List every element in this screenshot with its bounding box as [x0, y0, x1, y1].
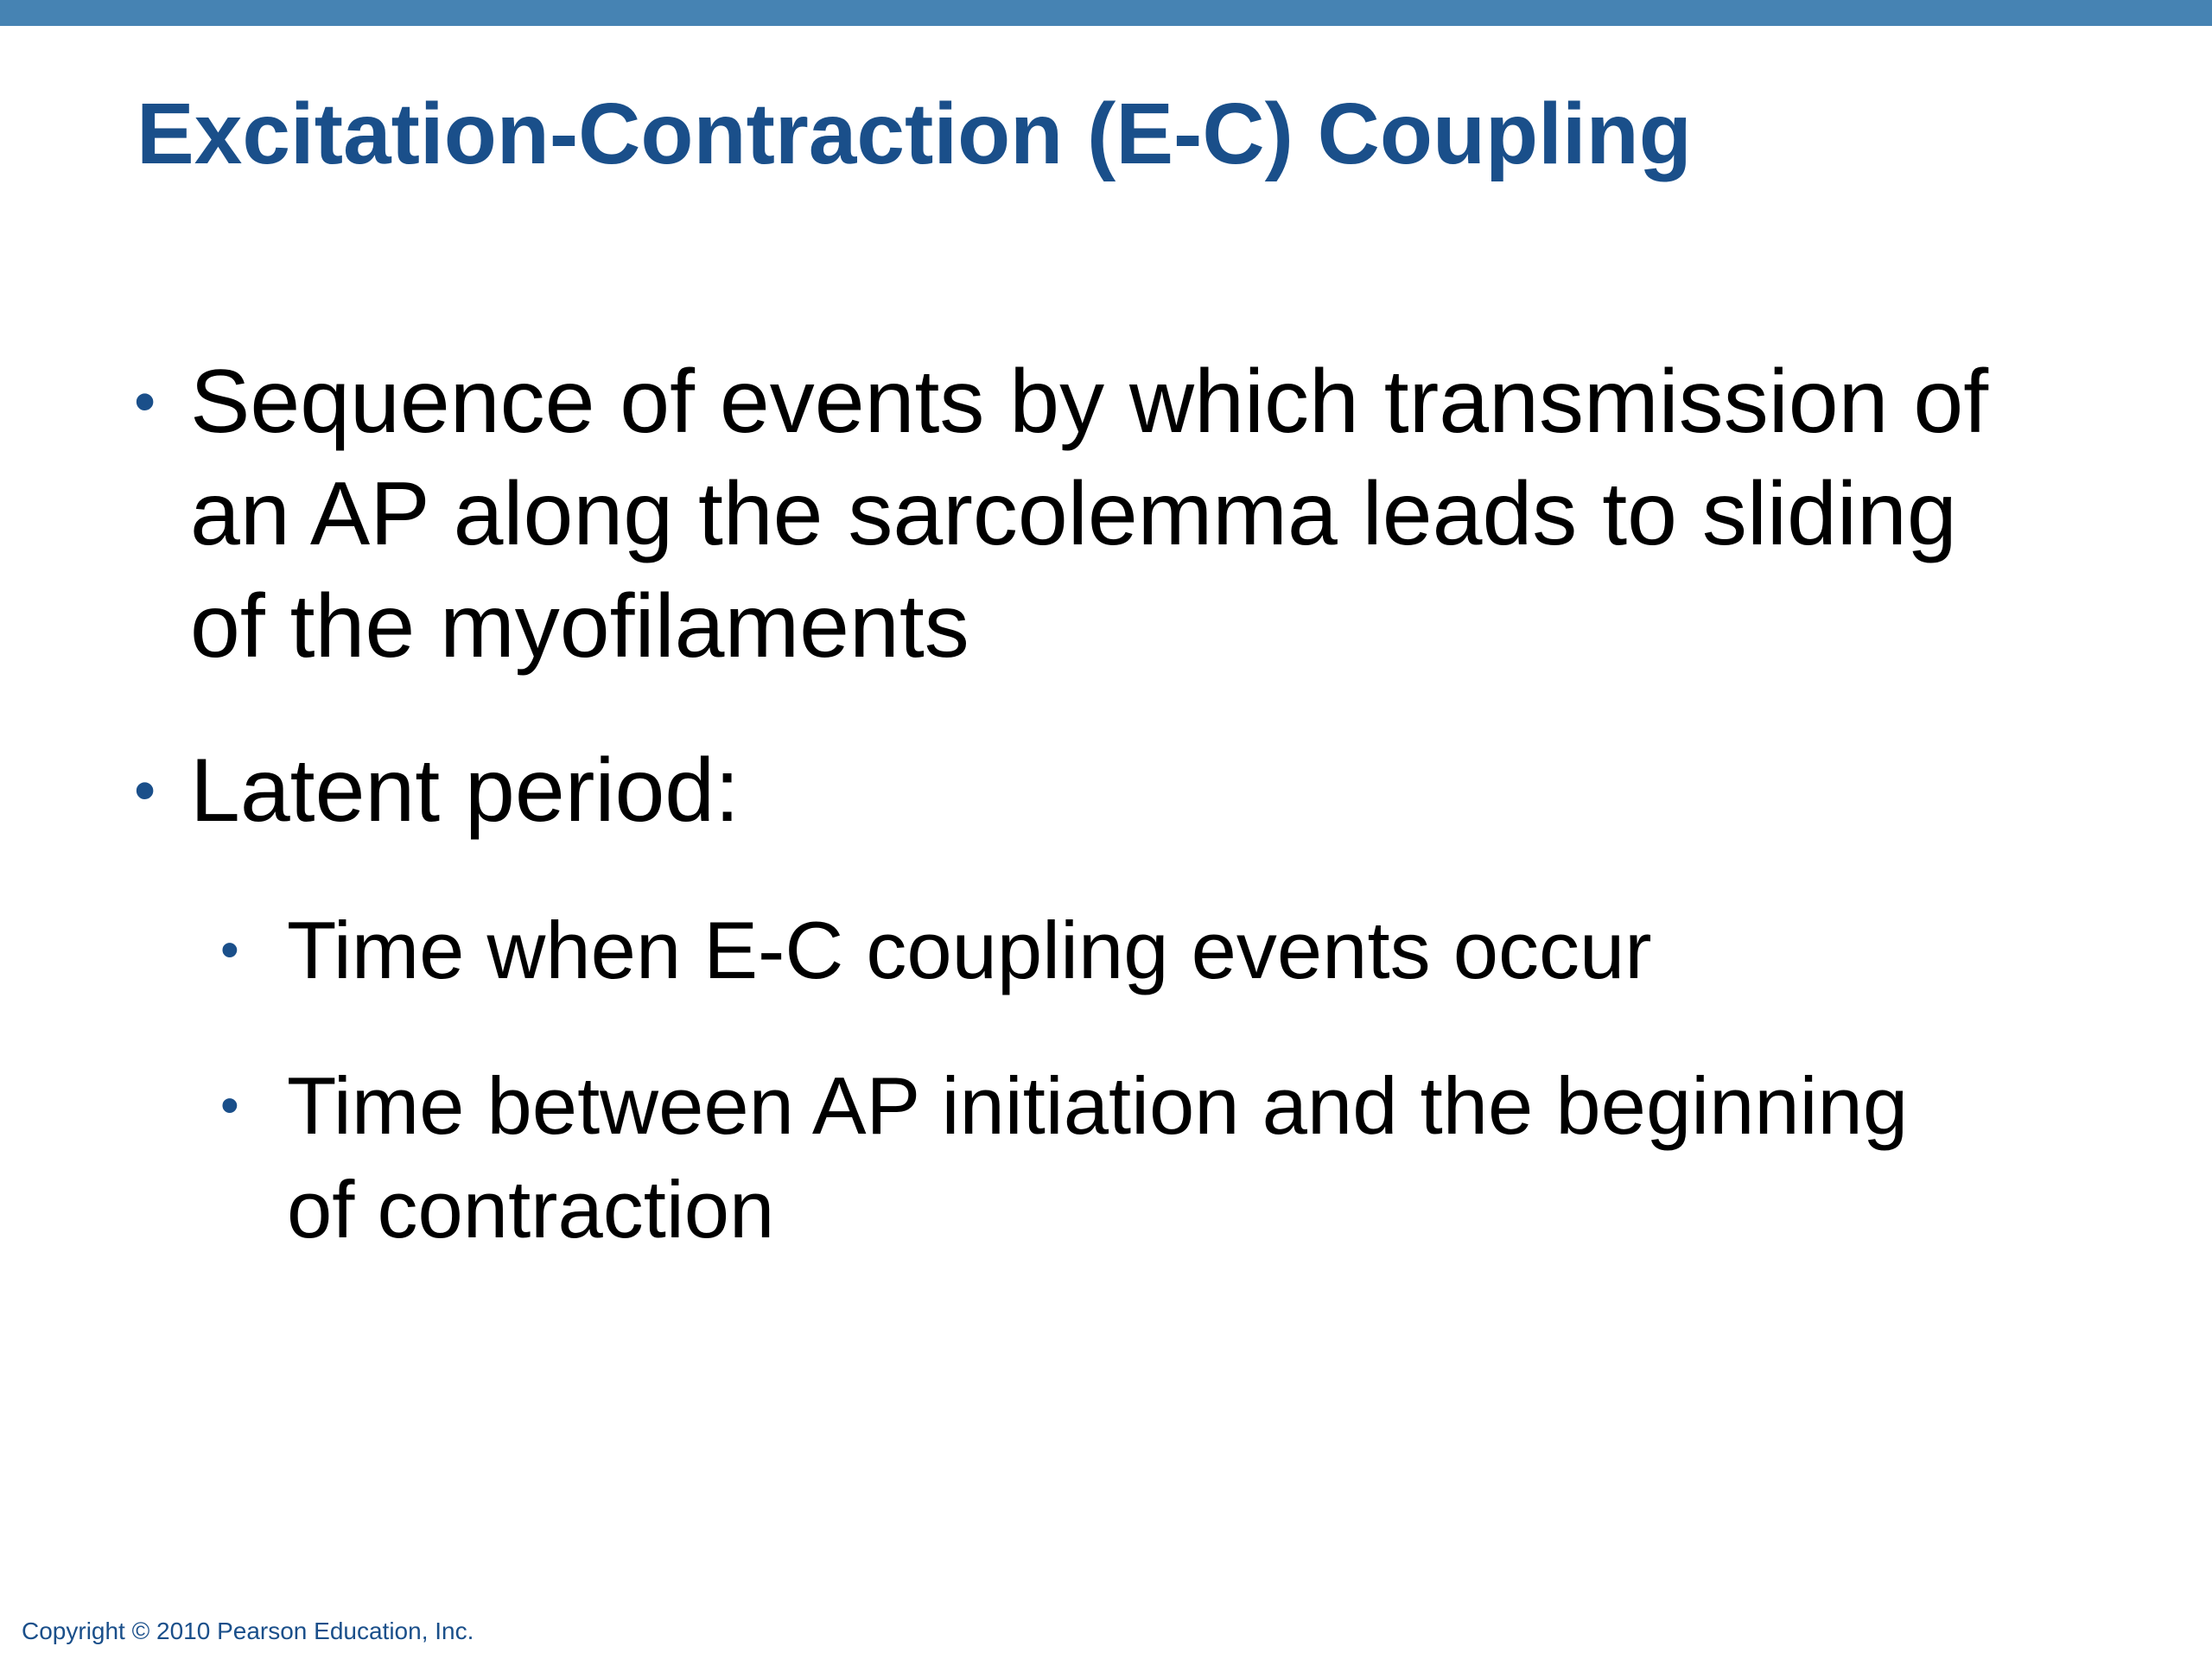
- bullet-icon: •: [220, 920, 239, 980]
- bullet-line: Sequence of events by which transmission of: [190, 352, 1989, 452]
- copyright-notice: Copyright © 2010 Pearson Education, Inc.: [22, 1618, 474, 1644]
- bullet-line: Time when E-C coupling events occur: [287, 905, 1652, 995]
- bullet-line: Time between AP initiation and the beginning: [287, 1060, 1909, 1151]
- bullet-icon: •: [134, 756, 156, 825]
- bullet-text: [287, 1054, 1908, 1262]
- bullet-text: [287, 899, 1652, 1002]
- bullet-line: of contraction: [287, 1164, 775, 1255]
- bullet-text: [190, 734, 740, 847]
- bullet-icon: •: [134, 367, 156, 436]
- slide-title: Excitation-Contraction (E-C) Coupling: [137, 86, 1692, 182]
- bullet-line: of the myofilaments: [190, 576, 969, 677]
- bullet-text: [190, 346, 1988, 683]
- bullet-line: Latent period:: [190, 741, 741, 841]
- bullet-line: an AP along the sarcolemma leads to sliding: [190, 464, 1957, 564]
- bullet-icon: •: [220, 1076, 239, 1135]
